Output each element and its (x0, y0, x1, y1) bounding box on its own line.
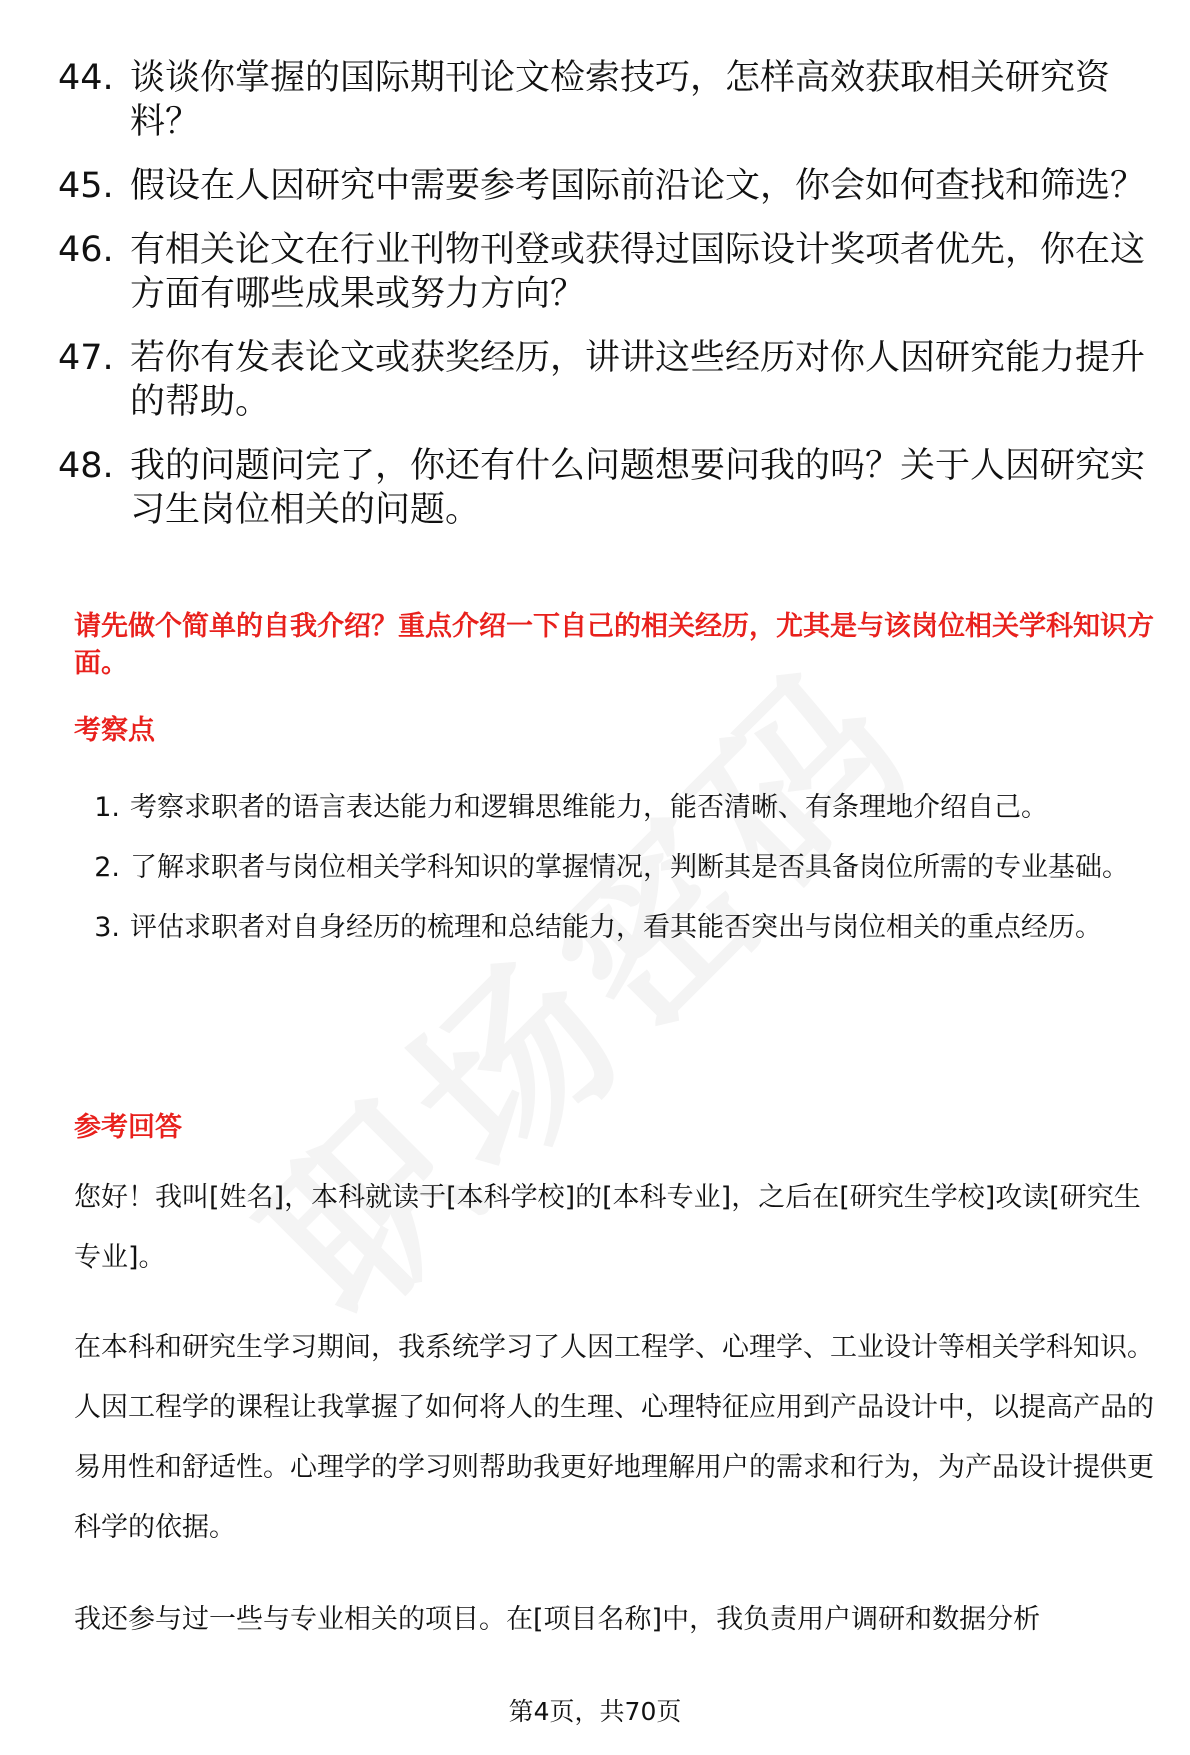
answer-paragraph: 在本科和研究生学习期间，我系统学习了人因工程学、心理学、工业设计等相关学科知识。人因工程学的课程让我掌握了如何将人的生理、心理特征应用到产品设计中，以提高产品的易用性和舒适性。心理学的学习则帮助我更好地理解用户的需求和行为，为产品设计提供更科学的依据。 (74, 1332, 1154, 1543)
question-item (58, 444, 1148, 532)
page-footer: 第4页，共70页 (508, 1697, 682, 1726)
answer-heading: 参考回答 (74, 1112, 182, 1143)
question-number: 44. (58, 58, 114, 98)
question-text: 假设在人因研究中需要参考国际前沿论文，你会如何查找和筛选？ (130, 166, 1146, 206)
assessment-point (74, 838, 1154, 898)
question-item (58, 164, 1148, 208)
question-item (58, 228, 1148, 316)
answer-paragraph: 您好！我叫[姓名]，本科就读于[本科学校]的[本科专业]，之后在[研究生学校]攻读[研究生专业]。 (74, 1182, 1141, 1273)
question-number: 47. (58, 338, 114, 378)
assessment-point (74, 898, 1154, 958)
point-number: 2. (94, 852, 120, 883)
point-text: 评估求职者对自身经历的梳理和总结能力，看其能否突出与岗位相关的重点经历。 (130, 912, 1102, 943)
answer-paragraph: 我还参与过一些与专业相关的项目。在[项目名称]中，我负责用户调研和数据分析 (74, 1604, 1041, 1635)
assessment-point (74, 778, 1154, 838)
assessment-heading: 考察点 (74, 715, 155, 746)
point-text: 了解求职者与岗位相关学科知识的掌握情况，判断其是否具备岗位所需的专业基础。 (130, 852, 1129, 883)
question-number: 45. (58, 166, 114, 206)
featured-question: 请先做个简单的自我介绍？重点介绍一下自己的相关经历，尤其是与该岗位相关学科知识方面。 (74, 611, 1154, 679)
point-number: 3. (94, 912, 120, 943)
question-number: 48. (58, 446, 114, 486)
question-item (58, 336, 1148, 424)
point-text: 考察求职者的语言表达能力和逻辑思维能力，能否清晰、有条理地介绍自己。 (130, 792, 1048, 823)
question-text: 谈谈你掌握的国际期刊论文检索技巧，怎样高效获取相关研究资料？ (130, 58, 1111, 142)
question-item (58, 56, 1148, 144)
point-number: 1. (94, 792, 120, 823)
question-text: 有相关论文在行业刊物刊登或获得过国际设计奖项者优先，你在这方面有哪些成果或努力方向？ (130, 230, 1146, 314)
question-text: 若你有发表论文或获奖经历，讲讲这些经历对你人因研究能力提升的帮助。 (130, 338, 1146, 422)
question-list (58, 56, 1148, 552)
question-number: 46. (58, 230, 114, 270)
assessment-points (74, 778, 1154, 958)
question-text: 我的问题问完了，你还有什么问题想要问我的吗？关于人因研究实习生岗位相关的问题。 (130, 446, 1146, 530)
